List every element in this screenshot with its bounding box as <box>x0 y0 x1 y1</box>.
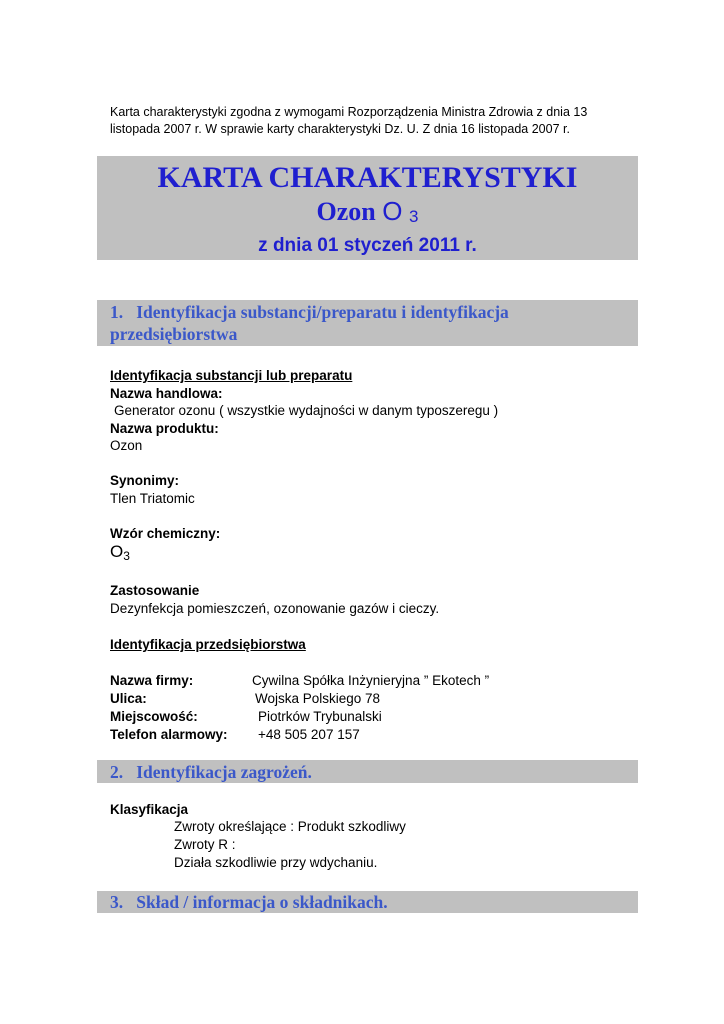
substance-heading: Identyfikacja substancji lub preparatu <box>110 368 353 383</box>
substance-name: Ozon <box>316 197 376 226</box>
synonyms <box>110 472 195 507</box>
street-value: Wojska Polskiego 78 <box>255 691 381 706</box>
classification-line: Zwroty R : <box>174 837 236 852</box>
formula-letter: O <box>110 541 124 561</box>
section-2-title: Identyfikacja zagrożeń. <box>136 762 312 782</box>
document-title: KARTA CHARAKTERYSTYKI <box>157 161 578 194</box>
phone-value: +48 505 207 157 <box>258 727 360 742</box>
section-2-number: 2. <box>110 762 124 782</box>
section-3-header <box>97 891 638 913</box>
city-value: Piotrków Trybunalski <box>258 709 382 724</box>
company-heading-block <box>110 636 306 654</box>
formula-subscript: 3 <box>123 548 130 563</box>
document-date: z dnia 01 styczeń 2011 r. <box>258 235 477 256</box>
formula-value <box>110 543 220 566</box>
section-2-header <box>97 760 638 783</box>
substance-formula-letter: O <box>382 196 403 226</box>
chemical-formula <box>110 525 220 565</box>
use-label: Zastosowanie <box>110 583 200 598</box>
phone-label: Telefon alarmowy: <box>110 727 228 742</box>
application <box>110 582 439 617</box>
company-name-label: Nazwa firmy: <box>110 673 194 688</box>
section-1-title: Identyfikacja substancji/preparatu i identyfikacja przedsiębiorstwa <box>110 302 509 344</box>
product-name-label: Nazwa produktu: <box>110 420 219 436</box>
trade-name-value: Generator ozonu ( wszystkie wydajności w danym typoszeregu ) <box>114 403 499 418</box>
use-value: Dezynfekcja pomieszczeń, ozonowanie gazów i cieczy. <box>110 600 440 616</box>
section-1-number: 1. <box>110 302 124 322</box>
intro-text: Karta charakterystyki zgodna z wymogami Rozporządzenia Ministra Zdrowia z dnia 13 listopada 2007 r. W sprawie karty charakterystyki Dz. U. Z dnia 16 listopada 2007 r. <box>110 105 588 136</box>
company-heading: Identyfikacja przedsiębiorstwa <box>110 637 306 652</box>
synonyms-label: Synonimy: <box>110 473 180 488</box>
classification-label: Klasyfikacja <box>110 802 189 817</box>
classification-label-block <box>110 801 188 819</box>
classification-lines <box>174 818 406 872</box>
title-box <box>97 156 638 260</box>
substance-formula-subscript: 3 <box>409 207 419 226</box>
synonyms-value: Tlen Triatomic <box>110 490 195 506</box>
company-name-value: Cywilna Spółka Inżynieryjna ” Ekotech ” <box>252 673 490 688</box>
section-1-header <box>97 300 638 346</box>
formula-label: Wzór chemiczny: <box>110 526 221 541</box>
substance-identification <box>110 367 498 455</box>
classification-line: Zwroty określające : Produkt szkodliwy <box>174 819 406 834</box>
substance-title <box>97 195 638 233</box>
product-name-value: Ozon <box>110 438 143 453</box>
classification-line: Działa szkodliwie przy wdychaniu. <box>174 855 378 870</box>
city-label: Miejscowość: <box>110 709 198 724</box>
trade-name-label: Nazwa handlowa: <box>110 385 223 401</box>
street-label: Ulica: <box>110 691 147 706</box>
section-3-number: 3. <box>110 892 124 912</box>
section-3-title: Skład / informacja o składnikach. <box>136 892 388 912</box>
